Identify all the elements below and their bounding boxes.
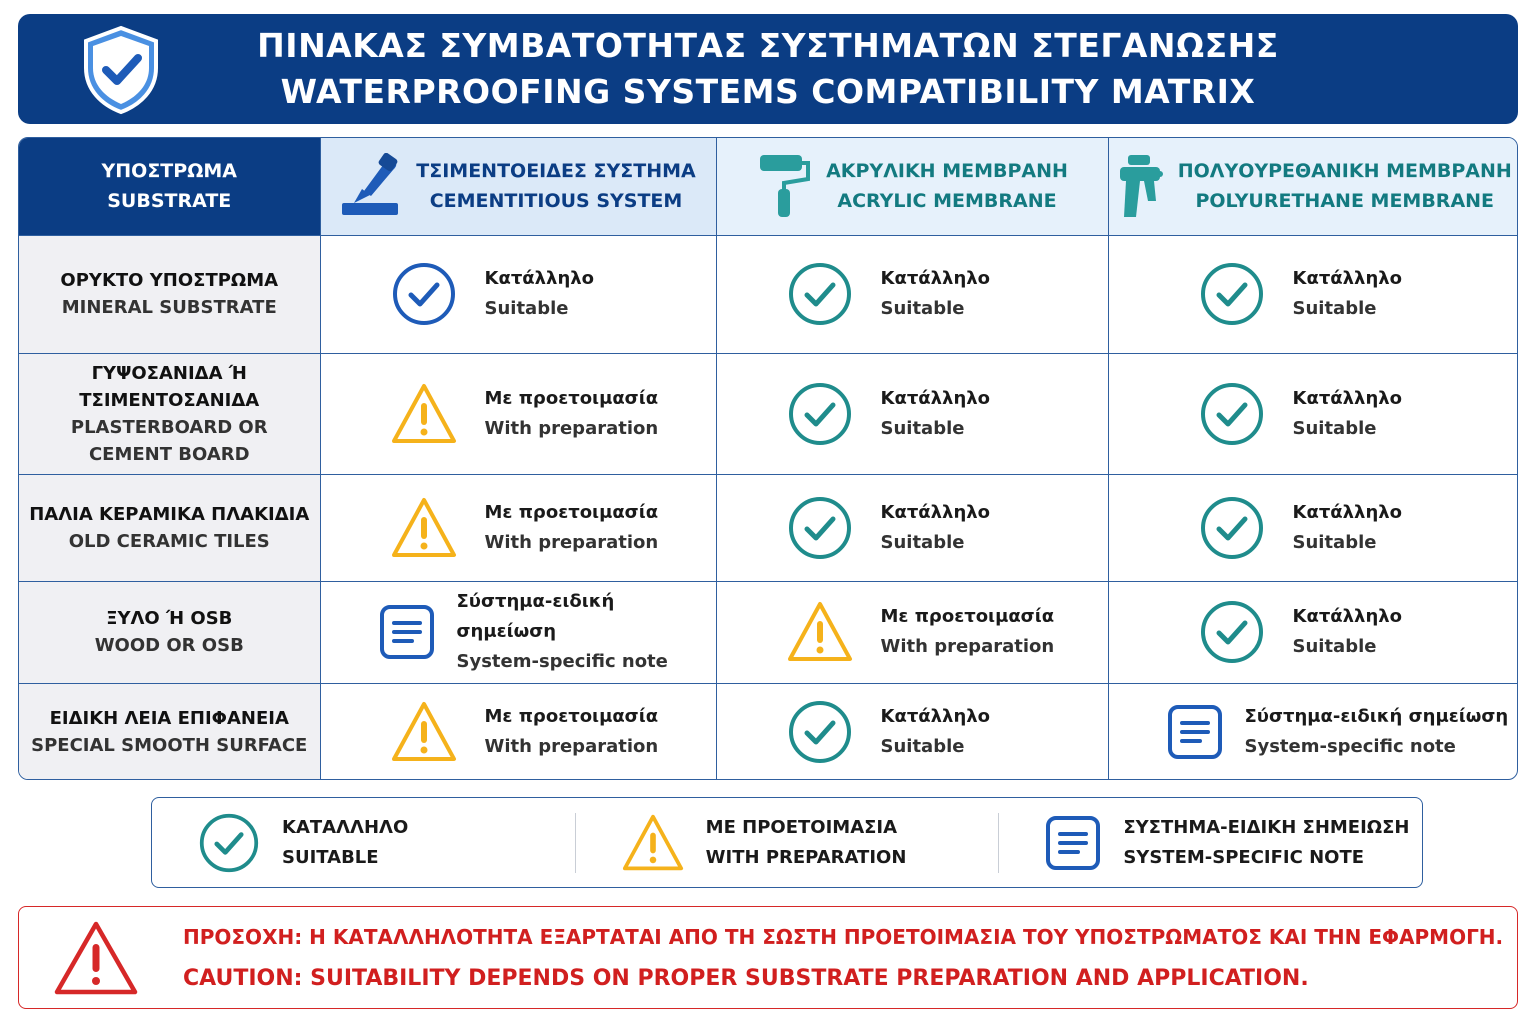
status-text-greek: Με προετοιμασία [880, 606, 1055, 627]
status-text-english: Suitable [1292, 636, 1377, 657]
note-document-icon [379, 604, 435, 660]
legend-label-english: WITH PREPARATION [705, 846, 907, 868]
substrate-label-english: MINERAL SUBSTRATE [61, 297, 277, 318]
title-english: WATERPROOFING SYSTEMS COMPATIBILITY MATRIX [280, 72, 1256, 111]
caution-text-greek: ΠΡΟΣΟΧΗ: Η ΚΑΤΑΛΛΗΛΟΤΗΤΑ ΕΞΑΡΤΑΤΑΙ ΑΠΟ ΤΗ ΣΩΣΤΗ ΠΡΟΕΤΟΙΜΑΣΙΑ ΤΟΥ ΥΠΟΣΤΡΩΜΑΤΟΣ ΚΑΙ ΤΗΝ ΕΦΑΡΜΟΓΗ. [183, 924, 1504, 949]
polyurethane-header-greek: ΠΟΛΥΟΥΡΕΘΑΝΙΚΗ ΜΕΜΒΡΑΝΗ [1177, 160, 1512, 183]
caution-text-english: CAUTION: SUITABILITY DEPENDS ON PROPER SUBSTRATE PREPARATION AND APPLICATION. [183, 965, 1309, 991]
header-row [19, 138, 1518, 235]
substrate-old-tiles [19, 474, 320, 581]
status-text-english: System-specific note [456, 651, 668, 672]
legend-label-english: SUITABLE [282, 846, 379, 868]
cell-wood-polyurethane [1108, 581, 1518, 683]
cell-mineral-acrylic [716, 235, 1108, 353]
status-text-english: Suitable [880, 736, 965, 758]
cell-plasterboard-polyurethane [1108, 353, 1518, 474]
table-row [19, 581, 1518, 683]
substrate-label-english: PLASTERBOARD OR CEMENT BOARD [70, 416, 268, 465]
cell-smooth-polyurethane [1108, 683, 1518, 780]
legend-item-suitable [152, 798, 575, 887]
cementitious-header-greek: ΤΣΙΜΕΝΤΟΕΙΔΕΣ ΣΥΣΤΗΜΑ [416, 160, 696, 183]
status-text-english: Suitable [1292, 417, 1377, 439]
substrate-label-greek: ΞΥΛΟ Ή OSB [106, 608, 233, 629]
cell-smooth-cementitious [320, 683, 716, 780]
substrate-smooth-surface [19, 683, 320, 780]
table-row [19, 235, 1518, 353]
status-text-greek: Σύστημα-ειδική σημείωση [1244, 706, 1509, 728]
check-circle-icon [1199, 599, 1265, 665]
check-circle-icon [787, 381, 853, 447]
check-circle-icon [1199, 381, 1265, 447]
legend-label-greek: ΣΥΣΤΗΜΑ-ΕΙΔΙΚΗ ΣΗΜΕΙΩΣΗ [1123, 816, 1410, 838]
status-text-greek: Με προετοιμασία [484, 706, 659, 728]
check-circle-icon [1199, 495, 1265, 561]
table-row [19, 683, 1518, 780]
cell-tiles-polyurethane [1108, 474, 1518, 581]
shield-check-icon [80, 24, 162, 116]
check-circle-icon [787, 495, 853, 561]
compatibility-matrix [18, 137, 1518, 780]
cell-plasterboard-cementitious [320, 353, 716, 474]
cementitious-header-english: CEMENTITIOUS SYSTEM [429, 190, 683, 213]
status-text-english: System-specific note [1244, 736, 1456, 758]
substrate-label-english: OLD CERAMIC TILES [68, 530, 270, 552]
substrate-column-header [19, 138, 320, 235]
warning-triangle-icon [622, 812, 684, 874]
legend [151, 797, 1423, 888]
substrate-header-greek: ΥΠΟΣΤΡΩΜΑ [101, 160, 237, 183]
status-text-greek: Κατάλληλο [1292, 606, 1403, 627]
trowel-icon [340, 153, 402, 219]
column-header-acrylic [716, 138, 1108, 235]
note-document-icon [1167, 704, 1223, 760]
status-text-english: With preparation [880, 636, 1055, 657]
legend-label-greek: ΚΑΤΑΛΛΗΛΟ [282, 816, 409, 838]
check-circle-icon [787, 699, 853, 765]
status-text-english: With preparation [484, 736, 659, 758]
column-header-polyurethane [1108, 138, 1518, 235]
status-text-greek: Κατάλληλο [1292, 501, 1403, 523]
substrate-plasterboard [19, 353, 320, 474]
warning-triangle-icon [53, 920, 139, 996]
status-text-english: Suitable [880, 298, 965, 319]
warning-triangle-icon [391, 381, 457, 447]
acrylic-header-greek: ΑΚΡΥΛΙΚΗ ΜΕΜΒΡΑΝΗ [826, 160, 1068, 183]
spray-gun-icon [1116, 153, 1164, 219]
legend-label-english: SYSTEM-SPECIFIC NOTE [1123, 846, 1365, 868]
status-text-greek: Κατάλληλο [484, 268, 595, 289]
status-text-greek: Κατάλληλο [880, 706, 991, 728]
caution-banner [18, 906, 1518, 1009]
warning-triangle-icon [787, 599, 853, 665]
table-row [19, 474, 1518, 581]
status-text-greek: Κατάλληλο [880, 501, 991, 523]
status-text-greek: Σύστημα-ειδική σημείωση [456, 591, 615, 642]
warning-triangle-icon [391, 495, 457, 561]
status-text-english: With preparation [484, 531, 659, 553]
status-text-greek: Με προετοιμασία [484, 387, 659, 409]
cell-tiles-cementitious [320, 474, 716, 581]
column-header-cementitious [320, 138, 716, 235]
status-text-english: Suitable [880, 417, 965, 439]
cell-smooth-acrylic [716, 683, 1108, 780]
legend-item-prep [575, 813, 999, 873]
substrate-mineral [19, 235, 320, 353]
status-text-greek: Με προετοιμασία [484, 501, 659, 523]
status-text-greek: Κατάλληλο [880, 387, 991, 409]
title-greek: ΠΙΝΑΚΑΣ ΣΥΜΒΑΤΟΤΗΤΑΣ ΣΥΣΤΗΜΑΤΩΝ ΣΤΕΓΑΝΩΣΗΣ [257, 26, 1279, 65]
legend-label-greek: ΜΕ ΠΡΟΕΤΟΙΜΑΣΙΑ [705, 816, 898, 838]
check-circle-icon [1199, 261, 1265, 327]
substrate-label-greek: ΓΥΨΟΣΑΝΙΔΑ Ή ΤΣΙΜΕΝΤΟΣΑΝΙΔΑ [79, 362, 260, 411]
substrate-header-english: SUBSTRATE [107, 190, 232, 213]
status-text-english: Suitable [1292, 531, 1377, 553]
status-text-english: Suitable [880, 531, 965, 553]
status-text-english: Suitable [1292, 298, 1377, 319]
check-circle-icon [391, 261, 457, 327]
substrate-label-greek: ΕΙΔΙΚΗ ΛΕΙΑ ΕΠΙΦΑΝΕΙΑ [49, 708, 289, 730]
cell-plasterboard-acrylic [716, 353, 1108, 474]
substrate-wood-osb [19, 581, 320, 683]
cell-wood-acrylic [716, 581, 1108, 683]
legend-item-note [998, 813, 1422, 873]
check-circle-icon [787, 261, 853, 327]
header-banner [18, 14, 1518, 124]
status-text-greek: Κατάλληλο [1292, 387, 1403, 409]
substrate-label-greek: ΟΡΥΚΤΟ ΥΠΟΣΤΡΩΜΑ [60, 270, 279, 291]
status-text-english: Suitable [484, 298, 569, 319]
substrate-label-greek: ΠΑΛΙΑ ΚΕΡΑΜΙΚΑ ΠΛΑΚΙΔΙΑ [29, 503, 310, 525]
paint-roller-icon [756, 153, 812, 219]
cell-mineral-cementitious [320, 235, 716, 353]
check-circle-icon [198, 812, 260, 874]
table-row [19, 353, 1518, 474]
polyurethane-header-english: POLYURETHANE MEMBRANE [1195, 190, 1495, 213]
status-text-english: With preparation [484, 417, 659, 439]
acrylic-header-english: ACRYLIC MEMBRANE [837, 190, 1057, 213]
status-text-greek: Κατάλληλο [1292, 268, 1403, 289]
cell-wood-cementitious [320, 581, 716, 683]
note-document-icon [1045, 815, 1101, 871]
cell-tiles-acrylic [716, 474, 1108, 581]
status-text-greek: Κατάλληλο [880, 268, 991, 289]
cell-mineral-polyurethane [1108, 235, 1518, 353]
substrate-label-english: SPECIAL SMOOTH SURFACE [31, 735, 308, 757]
substrate-label-english: WOOD OR OSB [94, 635, 244, 656]
warning-triangle-icon [391, 699, 457, 765]
